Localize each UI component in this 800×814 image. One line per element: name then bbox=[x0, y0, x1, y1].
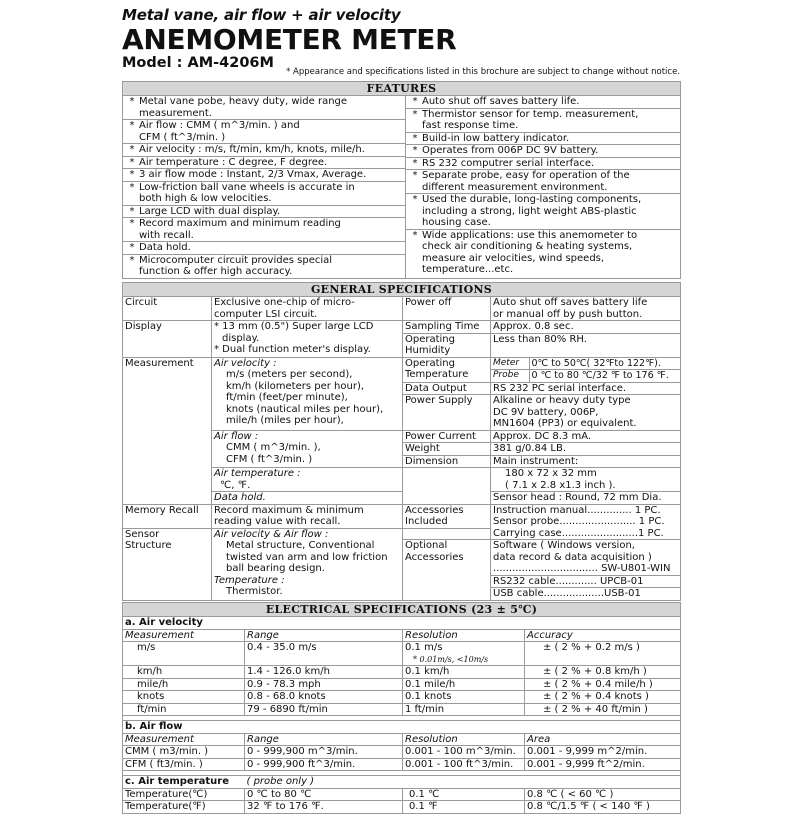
disclaimer-notice: * Appearance and specifications listed in this brochure are subject to change without notice. bbox=[286, 67, 680, 77]
probe-only-note: ( probe only ) bbox=[245, 776, 681, 789]
bullet-star-icon: * bbox=[412, 132, 418, 144]
feature-item: * 3 air flow mode : Instant, 2/3 Vmax, Average. bbox=[123, 169, 405, 182]
spec-label-power-current-weight-dimension: Power Current Weight Dimension bbox=[403, 430, 491, 468]
features-right-column bbox=[406, 96, 681, 279]
col-resolution: Resolution bbox=[403, 629, 525, 642]
features-left-list bbox=[123, 96, 405, 278]
features-table bbox=[122, 81, 681, 279]
table-row: km/h 1.4 - 126.0 km/h 0.1 km/h ± ( 2 % + 0.8 km/h ) bbox=[123, 666, 681, 679]
feature-item: * Metal vane pobe, heavy duty, wide range measurement. bbox=[123, 96, 405, 120]
section-air-velocity: a. Air velocity bbox=[123, 617, 681, 630]
spec-label-measurement: Measurement bbox=[123, 357, 212, 504]
electrical-specifications-table: ELECTRICAL SPECIFICATIONS (23 ± 5℃) a. Air velocity Measurement Range Resolution Accuracy m/s 0.4 - 35.0 m/s 0.1 m/s * 0.01m/s, <10m/s ± ( 2 % + 0.2 m/s ) km/h 1.4 - 126.0 km/h 0.1 km/h ± ( 2 % + 0.8 km/h ) mile/h 0.9 - 78.3 mph 0.1 mile/h ± ( 2 % + 0.4 mile/h ) knots 0.8 - 68.0 knots 0.1 knots ± ( 2 % + 0.4 knots ) ft/min 79 - 6890 ft/min 1 ft/min ± ( 2 % + 40 ft/min ) b. Air flow Measurement Range Resolution Area CMM ( m3/min. ) 0 - 999,900 m^3/min. 0.001 - 100 m^3/min. 0.001 - 9,999 m^2/min. CFM ( ft3/min. ) 0 - 999,900 ft^3/min. 0.001 - 100 ft^3/min. 0.001 - 9,999 ft^2/min. c. Air temperature ( probe only ) Temperature(℃) 0 ℃ to 80 ℃ 0.1 ℃ 0.8 ℃ ( < 60 ℃ ) Temperature(℉) 32 ℉ to 176 ℉. 0.1 ℉ 0.8 ℃/1.5 ℉ ( < 140 ℉ ) bbox=[122, 602, 681, 814]
general-specifications-table bbox=[122, 282, 681, 601]
feature-item: * Thermistor sensor for temp. measurement, fast response time. bbox=[406, 108, 680, 132]
table-row: Temperature(℉) 32 ℉ to 176 ℉. 0.1 ℉ 0.8 ℃/1.5 ℉ ( < 140 ℉ ) bbox=[123, 801, 681, 814]
bullet-star-icon: * bbox=[129, 218, 135, 229]
spec-label-sampling: Sampling Time bbox=[403, 321, 491, 334]
electrical-specs-heading: ELECTRICAL SPECIFICATIONS (23 ± 5℃) bbox=[123, 603, 681, 617]
spec-value-memory: Record maximum & minimum reading value with recall. bbox=[212, 504, 403, 528]
section-air-flow: b. Air flow bbox=[123, 721, 681, 734]
spec-label-humidity: Operating Humidity bbox=[403, 333, 491, 357]
feature-item: * Microcomputer circuit provides special function & offer high accuracy. bbox=[123, 254, 405, 278]
spec-value-power-supply: Alkaline or heavy duty type DC 9V battery, 006P, MN1604 (PP3) or equivalent. bbox=[491, 395, 681, 431]
spec-value-air-velocity: Air velocity : m/s (meters per second), km/h (kilometers per hour), ft/min (feet/per minute), knots (nautical miles per hour), mile/h (miles per hour), bbox=[212, 357, 403, 430]
table-row: mile/h 0.9 - 78.3 mph 0.1 mile/h ± ( 2 % + 0.4 mile/h ) bbox=[123, 678, 681, 691]
bullet-star-icon: * bbox=[129, 120, 135, 131]
spec-value-sampling: Approx. 0.8 sec. bbox=[491, 321, 681, 334]
spec-label-power-supply: Power Supply bbox=[403, 395, 491, 431]
spec-value-air-temp-data-hold: Air temperature : ℃, ℉. Data hold. bbox=[212, 468, 403, 505]
features-right-list bbox=[406, 96, 680, 276]
spec-value-accessories: Instruction manual.............. 1 PC. Sensor probe........................ 1 PC. Carrying case........................1 PC. bbox=[491, 504, 681, 540]
spec-label-optional: Optional Accessories bbox=[403, 540, 491, 601]
spec-label-data-output: Data Output bbox=[403, 382, 491, 395]
feature-item: * Low-friction ball vane wheels is accurate in both high & low velocities. bbox=[123, 181, 405, 205]
general-specs-heading: GENERAL SPECIFICATIONS bbox=[123, 283, 681, 297]
spec-label-dimension-cont bbox=[403, 468, 491, 505]
spec-value-display: * 13 mm (0.5") Super large LCD display. * Dual function meter's display. bbox=[212, 321, 403, 358]
page-title: ANEMOMETER METER bbox=[122, 23, 457, 56]
feature-item: * Auto shut off saves battery life. bbox=[406, 96, 680, 108]
spec-label-circuit: Circuit bbox=[123, 297, 212, 321]
bullet-star-icon: * bbox=[129, 254, 135, 266]
subtitle: Metal vane, air flow + air velocity bbox=[122, 6, 401, 24]
bullet-star-icon: * bbox=[412, 96, 418, 107]
feature-item: * Used the durable, long-lasting components, including a strong, light weight ABS-plastic housing case. bbox=[406, 194, 680, 230]
spec-label-memory: Memory Recall bbox=[123, 504, 212, 528]
table-row: CMM ( m3/min. ) 0 - 999,900 m^3/min. 0.001 - 100 m^3/min. 0.001 - 9,999 m^2/min. bbox=[123, 746, 681, 759]
section-air-temperature: c. Air temperature bbox=[123, 776, 245, 789]
spec-label-sensor: Sensor Structure bbox=[123, 528, 212, 600]
table-row: CFM ( ft3/min. ) 0 - 999,900 ft^3/min. 0.001 - 100 ft^3/min. 0.001 - 9,999 ft^2/min. bbox=[123, 758, 681, 771]
bullet-star-icon: * bbox=[129, 156, 135, 168]
spec-value-power-off: Auto shut off saves battery life or manual off by push button. bbox=[491, 297, 681, 321]
model-number: Model : AM-4206M bbox=[122, 55, 274, 71]
feature-item: * RS 232 computrer serial interface. bbox=[406, 157, 680, 170]
table-row: ft/min 79 - 6890 ft/min 1 ft/min ± ( 2 % + 40 ft/min ) bbox=[123, 703, 681, 716]
bullet-star-icon: * bbox=[412, 108, 418, 120]
feature-item: * Air temperature : C degree, F degree. bbox=[123, 156, 405, 169]
col-range: Range bbox=[245, 629, 403, 642]
bullet-star-icon: * bbox=[412, 194, 418, 205]
feature-item: * Build-in low battery indicator. bbox=[406, 132, 680, 145]
feature-item: * Data hold. bbox=[123, 242, 405, 255]
col-measurement: Measurement bbox=[123, 629, 245, 642]
bullet-star-icon: * bbox=[412, 145, 418, 156]
table-row: knots 0.8 - 68.0 knots 0.1 knots ± ( 2 % + 0.4 knots ) bbox=[123, 691, 681, 704]
spec-value-optional: Software ( Windows version, data record & data acquisition ) ................................. SW-U801-WIN RS232 cable............. UPCB-01 USB cable...................USB-01 bbox=[491, 540, 681, 601]
feature-item: * Large LCD with dual display. bbox=[123, 205, 405, 218]
feature-item: * Separate probe, easy for operation of the different measurement environment. bbox=[406, 170, 680, 194]
features-left-column bbox=[123, 96, 406, 279]
bullet-star-icon: * bbox=[129, 181, 135, 193]
spec-value-op-temp bbox=[491, 357, 681, 382]
bullet-star-icon: * bbox=[412, 170, 418, 181]
bullet-star-icon: * bbox=[412, 229, 418, 241]
spec-value-sensor: Air velocity & Air flow : Metal structure, Conventional twisted van arm and low friction ball bearing design. Temperature : Thermistor. bbox=[212, 528, 403, 600]
table-row: Temperature(℃) 0 ℃ to 80 ℃ 0.1 ℃ 0.8 ℃ ( < 60 ℃ ) bbox=[123, 788, 681, 801]
spec-value-air-flow: Air flow : CMM ( m^3/min. ), CFM ( ft^3/min. ) bbox=[212, 430, 403, 468]
bullet-star-icon: * bbox=[129, 169, 135, 180]
spec-value-power-current-weight: Approx. DC 8.3 mA. 381 g/0.84 LB. Main instrument: bbox=[491, 430, 681, 468]
feature-item: * Operates from 006P DC 9V battery. bbox=[406, 145, 680, 158]
spec-label-power-off: Power off bbox=[403, 297, 491, 321]
bullet-star-icon: * bbox=[129, 242, 135, 253]
features-heading: FEATURES bbox=[123, 82, 681, 96]
spec-label-accessories: Accessories Included bbox=[403, 504, 491, 528]
bullet-star-icon: * bbox=[129, 96, 135, 107]
spec-label-op-temp: Operating Temperature bbox=[403, 357, 491, 382]
table-row: m/s 0.4 - 35.0 m/s 0.1 m/s * 0.01m/s, <10m/s ± ( 2 % + 0.2 m/s ) bbox=[123, 642, 681, 666]
feature-item: * Air velocity : m/s, ft/min, km/h, knots, mile/h. bbox=[123, 144, 405, 157]
op-temp-subtable: Meter 0℃ to 50℃( 32℉to 122℉). Probe 0 ℃ to 80 ℃/32 ℉ to 176 ℉. bbox=[491, 358, 680, 382]
spec-label-accessories-cont bbox=[403, 528, 491, 540]
spec-value-circuit: Exclusive one-chip of micro- computer LSI circuit. bbox=[212, 297, 403, 321]
spec-value-humidity: Less than 80% RH. bbox=[491, 333, 681, 357]
bullet-star-icon: * bbox=[129, 144, 135, 155]
spec-value-data-output: RS 232 PC serial interface. bbox=[491, 382, 681, 395]
spec-value-dimension: 180 x 72 x 32 mm ( 7.1 x 2.8 x1.3 inch ). Sensor head : Round, 72 mm Dia. bbox=[491, 468, 681, 505]
spec-label-display: Display bbox=[123, 321, 212, 358]
feature-item: * Wide applications: use this anemometer to check air conditioning & heating systems, measure air velocities, wind speeds, temperature...etc. bbox=[406, 229, 680, 276]
bullet-star-icon: * bbox=[412, 157, 418, 169]
bullet-star-icon: * bbox=[129, 205, 135, 217]
feature-item: * Record maximum and minimum reading with recall. bbox=[123, 218, 405, 242]
col-accuracy: Accuracy bbox=[525, 629, 681, 642]
feature-item: * Air flow : CMM ( m^3/min. ) and CFM ( ft^3/min. ) bbox=[123, 120, 405, 144]
